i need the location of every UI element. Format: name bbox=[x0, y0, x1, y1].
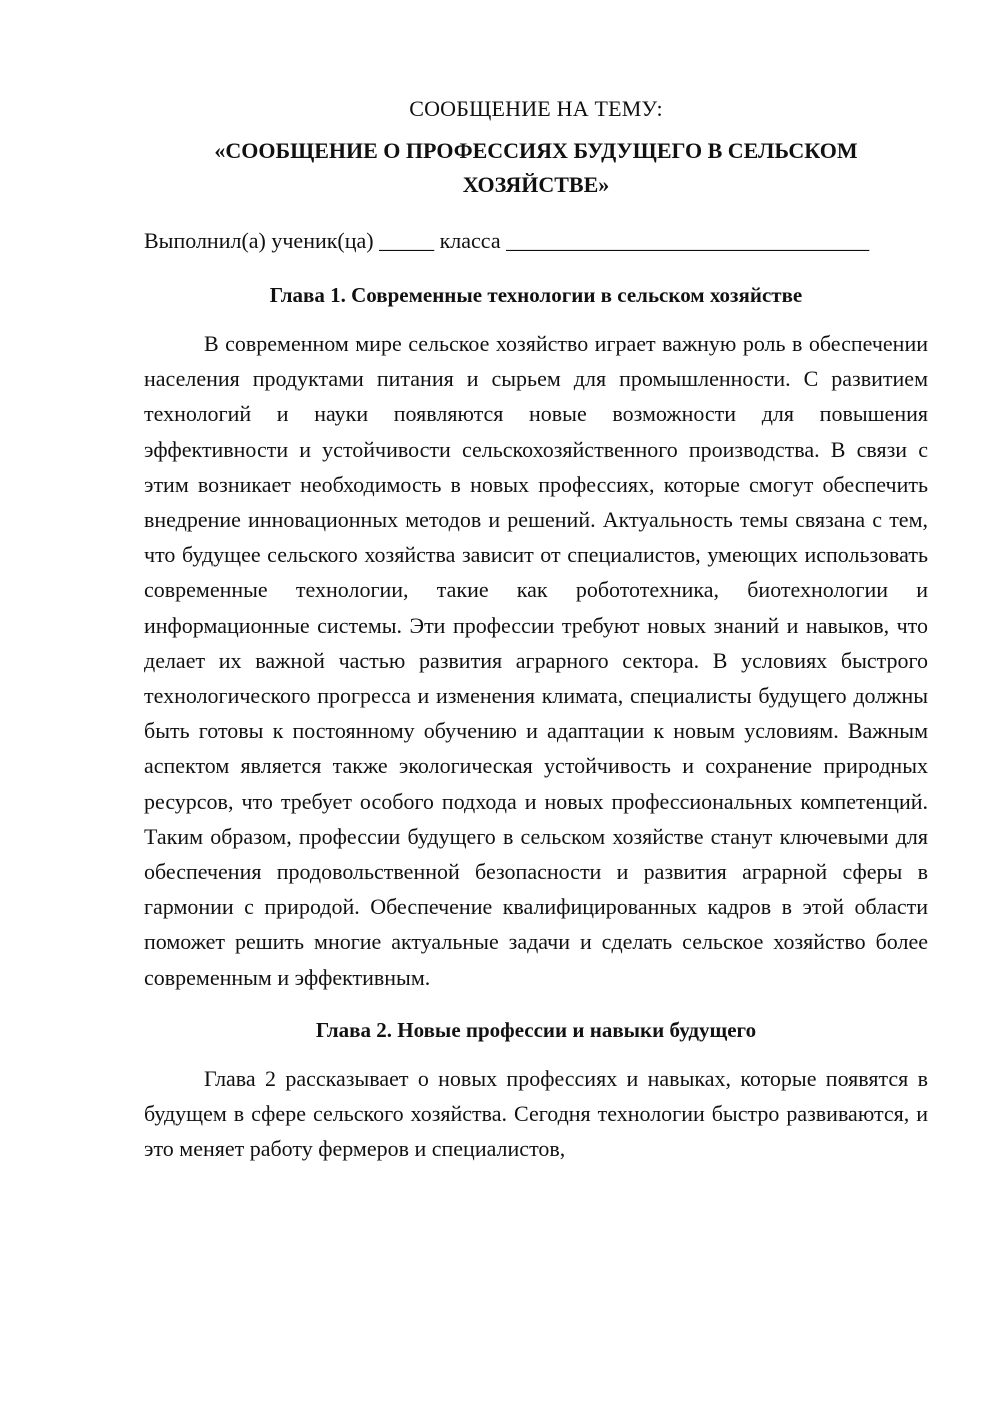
document-page bbox=[144, 92, 928, 1184]
chapter-1-paragraph: В современном мире сельское хозяйство играет важную роль в обеспечении населения продуктами питания и сырьем для промышленности. С развитием технологий и науки появляются новые возможности для повышения эффективности и устойчивости сельскохозяйственного производства. В связи с этим возникает необходимость в новых профессиях, которые смогут обеспечить внедрение инновационных методов и решений. Актуальность темы связана с тем, что будущее сельского хозяйства зависит от специалистов, умеющих использовать современные технологии, такие как робототехника, биотехнологии и информационные системы. Эти профессии требуют новых знаний и навыков, что делает их важной частью развития аграрного сектора. В условиях быстрого технологического прогресса и изменения климата, специалисты будущего должны быть готовы к постоянному обучению и адаптации к новым условиям. Важным аспектом является также экологическая устойчивость и сохранение природных ресурсов, что требует особого подхода и новых профессиональных компетенций. Таким образом, профессии будущего в сельском хозяйстве станут ключевыми для обеспечения продовольственной безопасности и развития аграрной сферы в гармонии с природой. Обеспечение квалифицированных кадров в этой области поможет решить многие актуальные задачи и сделать сельское хозяйство более современным и эффективным. bbox=[144, 331, 928, 990]
document-title: «СООБЩЕНИЕ О ПРОФЕССИЯХ БУДУЩЕГО В СЕЛЬСКОМ ХОЗЯЙСТВЕ» bbox=[214, 138, 858, 197]
signature-line: Выполнил(а) ученик(ца) _____ класса _________________________________ bbox=[144, 228, 870, 253]
header-label: СООБЩЕНИЕ НА ТЕМУ: bbox=[409, 96, 663, 121]
chapter-1-title: Глава 1. Современные технологии в сельском хозяйстве bbox=[269, 283, 803, 307]
chapter-2-paragraph: Глава 2 рассказывает о новых профессиях и навыках, которые появятся в будущем в сфере сельского хозяйства. Сегодня технологии быстро развиваются, и это меняет работу фермеров и специалистов, bbox=[144, 1065, 928, 1162]
chapter-2-title: Глава 2. Новые профессии и навыки будущего bbox=[315, 1017, 757, 1042]
